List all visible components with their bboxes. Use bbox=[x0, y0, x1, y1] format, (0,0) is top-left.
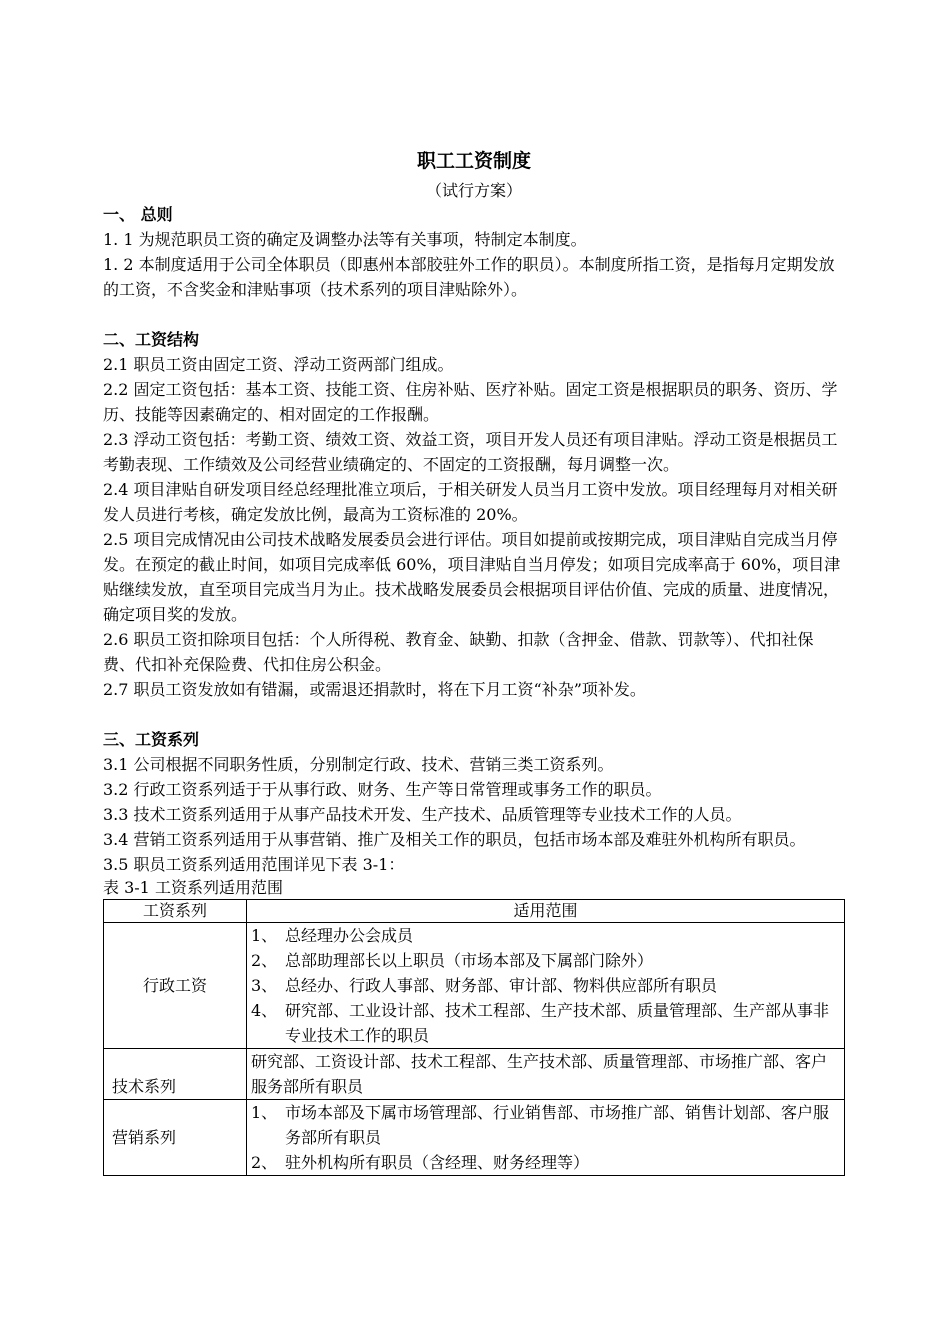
list-item bbox=[251, 923, 840, 948]
scope-cell bbox=[247, 1100, 845, 1176]
series-cell: 技术系列 bbox=[104, 1049, 247, 1100]
list-number: 3、 bbox=[251, 976, 278, 995]
paragraph: 2.5 项目完成情况由公司技术战略发展委员会进行评估。项目如提前或按期完成，项目津贴自完成当月停发。在预定的截止时间，如项目完成率低 60%，项目津贴自当月停发；如项目完成率高于 60%，项目津贴继续发放，直至项目完成当月为止。技术战略发展委员会根据项目评估价值、完成的质量、进度情况，确定项目奖的发放。 bbox=[103, 530, 841, 624]
paragraph: 2.7 职员工资发放如有错漏，或需退还捐款时，将在下月工资“补杂”项补发。 bbox=[103, 680, 646, 699]
paragraph: 2.1 职员工资由固定工资、浮动工资两部门组成。 bbox=[103, 355, 454, 374]
paragraph: 3.4 营销工资系列适用于从事营销、推广及相关工作的职员，包括市场本部及难驻外机构所有职员。 bbox=[103, 830, 806, 849]
list-number: 4、 bbox=[251, 1001, 278, 1020]
table-header-cell: 适用范围 bbox=[247, 900, 845, 923]
paragraph: 2.6 职员工资扣除项目包括：个人所得税、教育金、缺勤、扣款（含押金、借款、罚款等）、代扣社保费、代扣补充保险费、代扣住房公积金。 bbox=[103, 630, 814, 674]
section-general bbox=[103, 202, 845, 302]
list-item bbox=[251, 1150, 840, 1175]
list-number: 1、 bbox=[251, 1103, 278, 1122]
list-number: 1、 bbox=[251, 926, 278, 945]
paragraph: 3.1 公司根据不同职务性质，分别制定行政、技术、营销三类工资系列。 bbox=[103, 755, 614, 774]
table-header-row bbox=[104, 900, 845, 923]
list-number: 2、 bbox=[251, 1153, 278, 1172]
list-item bbox=[251, 948, 840, 973]
table-header-cell: 工资系列 bbox=[104, 900, 247, 923]
document-title: 职工工资制度 bbox=[416, 150, 531, 172]
series-cell: 营销系列 bbox=[104, 1100, 247, 1176]
paragraph: 3.5 职员工资系列适用范围详见下表 3-1： bbox=[103, 855, 405, 874]
section-heading: 三、工资系列 bbox=[103, 730, 200, 749]
list-text: 驻外机构所有职员（含经理、财务经理等） bbox=[285, 1153, 590, 1172]
series-cell: 行政工资 bbox=[104, 923, 247, 1049]
table-row bbox=[104, 1049, 845, 1100]
list-text: 研究部、工业设计部、技术工程部、生产技术部、质量管理部、生产部从事非专业技术工作的职员 bbox=[285, 1001, 830, 1045]
paragraph: 1. 2 本制度适用于公司全体职员（即惠州本部胶驻外工作的职员）。本制度所指工资，是指每月定期发放的工资，不含奖金和津贴事项（技术系列的项目津贴除外）。 bbox=[103, 255, 835, 299]
document-page bbox=[103, 148, 845, 1176]
paragraph: 3.2 行政工资系列适于于从事行政、财务、生产等日常管理或事务工作的职员。 bbox=[103, 780, 662, 799]
section-heading: 一、 总则 bbox=[103, 205, 173, 224]
wage-series-table bbox=[103, 899, 845, 1176]
scope-cell: 研究部、工资设计部、技术工程部、生产技术部、质量管理部、市场推广部、客户服务部所有职员 bbox=[247, 1049, 845, 1100]
paragraph: 2.3 浮动工资包括：考勤工资、绩效工资、效益工资，项目开发人员还有项目津贴。浮动工资是根据员工考勤表现、工作绩效及公司经营业绩确定的、不固定的工资报酬，每月调整一次。 bbox=[103, 430, 838, 474]
table-row bbox=[104, 1100, 845, 1176]
document-subtitle: （试行方案） bbox=[425, 181, 522, 200]
list-text: 总经理办公会成员 bbox=[285, 926, 414, 945]
paragraph: 3.3 技术工资系列适用于从事产品技术开发、生产技术、品质管理等专业技术工作的人员。 bbox=[103, 805, 742, 824]
list-text: 市场本部及下属市场管理部、行业销售部、市场推广部、销售计划部、客户服务部所有职员 bbox=[285, 1103, 830, 1147]
scope-cell bbox=[247, 923, 845, 1049]
list-item bbox=[251, 1100, 840, 1150]
paragraph: 2.2 固定工资包括：基本工资、技能工资、住房补贴、医疗补贴。固定工资是根据职员的职务、资历、学历、技能等因素确定的、相对固定的工作报酬。 bbox=[103, 380, 838, 424]
paragraph: 2.4 项目津贴自研发项目经总经理批准立项后，于相关研发人员当月工资中发放。项目经理每月对相关研发人员进行考核，确定发放比例，最高为工资标准的 20%。 bbox=[103, 480, 838, 524]
section-heading: 二、工资结构 bbox=[103, 330, 200, 349]
table-row bbox=[104, 923, 845, 1049]
paragraph: 1. 1 为规范职员工资的确定及调整办法等有关事项，特制定本制度。 bbox=[103, 230, 587, 249]
table-caption: 表 3-1 工资系列适用范围 bbox=[103, 878, 283, 897]
list-item bbox=[251, 998, 840, 1048]
list-number: 2、 bbox=[251, 951, 278, 970]
list-text: 总经办、行政人事部、财务部、审计部、物料供应部所有职员 bbox=[285, 976, 718, 995]
list-item bbox=[251, 973, 840, 998]
section-wage-structure bbox=[103, 327, 845, 702]
list-text: 总部助理部长以上职员（市场本部及下属部门除外） bbox=[285, 951, 654, 970]
section-wage-series bbox=[103, 727, 845, 877]
